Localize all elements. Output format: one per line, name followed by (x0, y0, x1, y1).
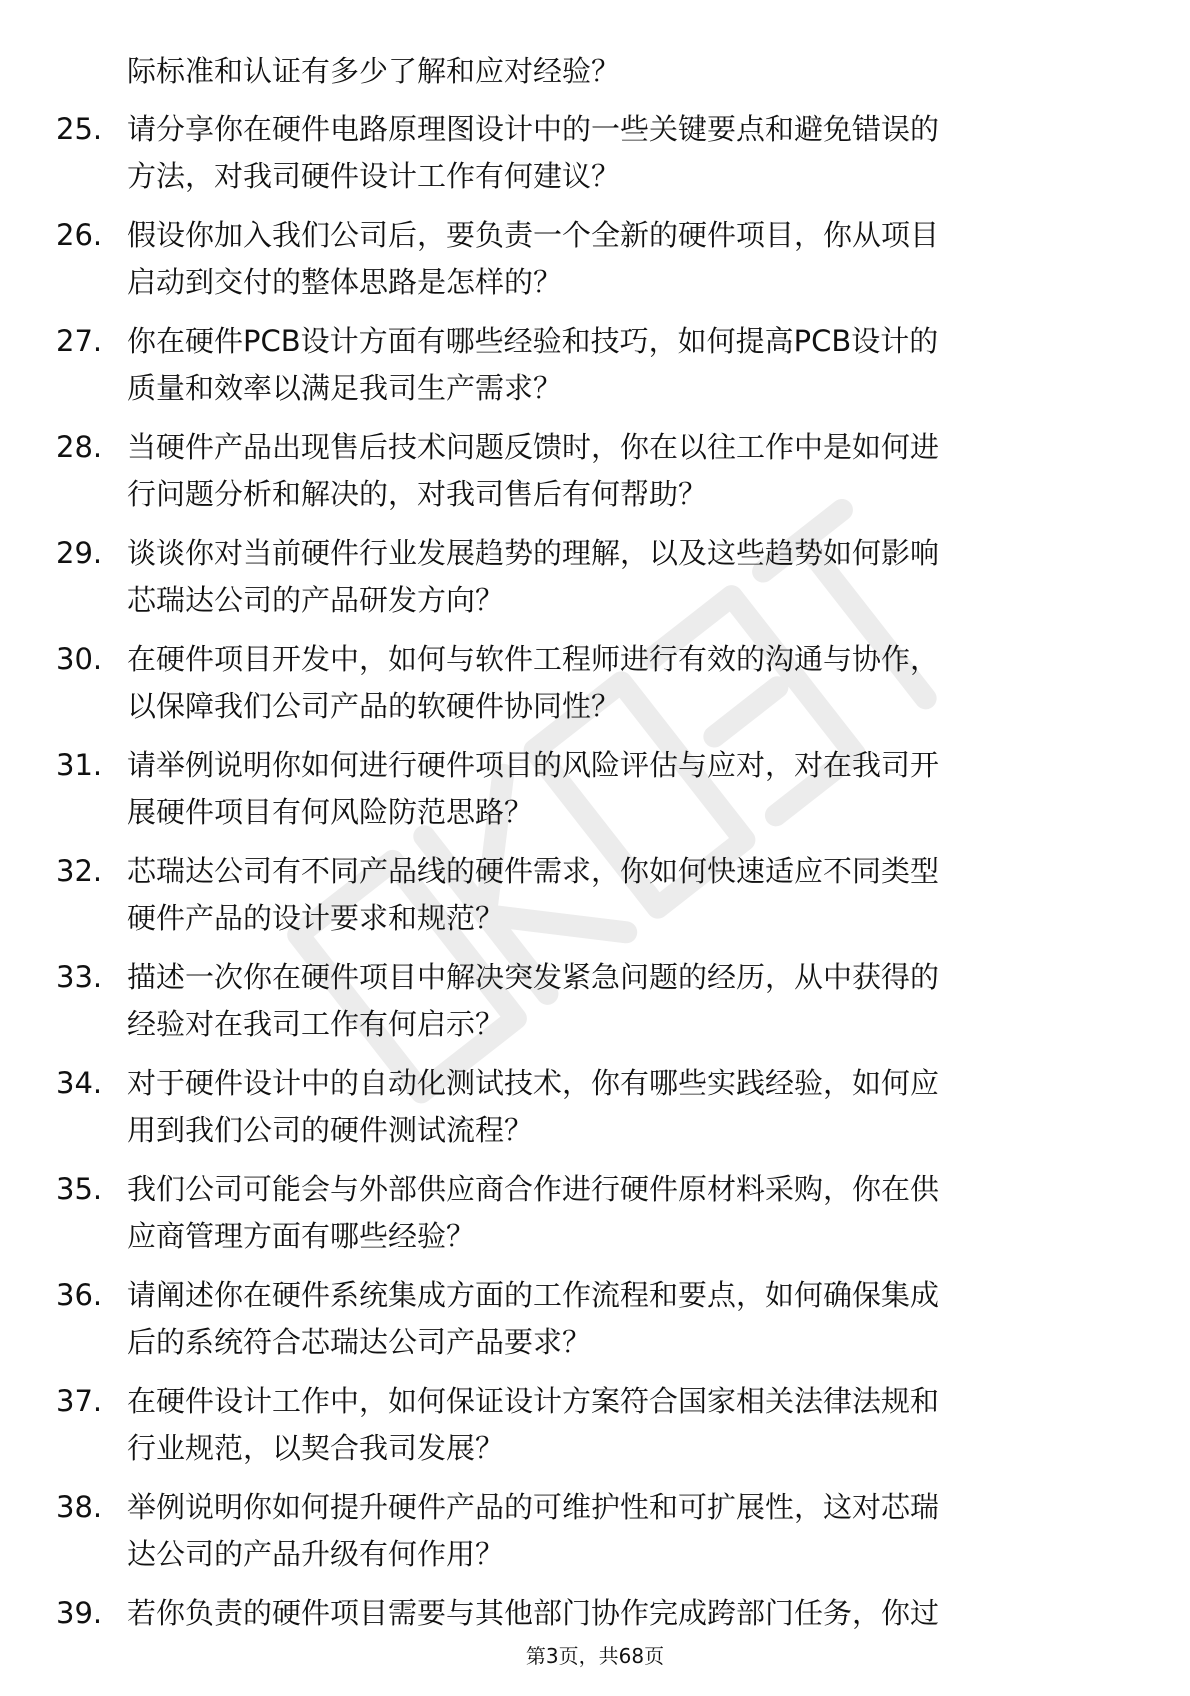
question-line: 我们公司可能会与外部供应商合作进行硬件原材料采购，你在供 (127, 1172, 940, 1206)
question-text (127, 1378, 1117, 1472)
question-line: 方法，对我司硬件设计工作有何建议？ (127, 159, 621, 193)
question-item (0, 1378, 1190, 1484)
question-text (127, 954, 1117, 1048)
question-item (0, 848, 1190, 954)
question-line: 当硬件产品出现售后技术问题反馈时，你在以往工作中是如何进 (127, 430, 940, 464)
question-item (0, 1484, 1190, 1590)
question-number: 26. (56, 218, 103, 252)
question-line: 展硬件项目有何风险防范思路？ (127, 795, 534, 829)
question-line: 达公司的产品升级有何作用？ (127, 1537, 505, 1571)
question-line: 在硬件项目开发中，如何与软件工程师进行有效的沟通与协作， (127, 642, 940, 676)
question-line: 请阐述你在硬件系统集成方面的工作流程和要点，如何确保集成 (127, 1278, 940, 1312)
question-text (127, 848, 1117, 942)
question-number: 30. (56, 642, 103, 676)
question-text (127, 1484, 1117, 1578)
question-line: 用到我们公司的硬件测试流程？ (127, 1113, 534, 1147)
question-line: 启动到交付的整体思路是怎样的？ (127, 265, 563, 299)
question-line: 若你负责的硬件项目需要与其他部门协作完成跨部门任务，你过 (127, 1596, 940, 1630)
question-text (127, 318, 1117, 412)
question-number: 38. (56, 1490, 103, 1524)
question-item (0, 1166, 1190, 1272)
question-line: 芯瑞达公司有不同产品线的硬件需求，你如何快速适应不同类型 (127, 854, 940, 888)
question-line: 描述一次你在硬件项目中解决突发紧急问题的经历，从中获得的 (127, 960, 940, 994)
question-text (127, 636, 1117, 730)
question-line: 质量和效率以满足我司生产需求？ (127, 371, 563, 405)
question-item (0, 530, 1190, 636)
question-number: 34. (56, 1066, 103, 1100)
question-item (0, 742, 1190, 848)
question-number: 36. (56, 1278, 103, 1312)
question-number: 27. (56, 324, 103, 358)
question-text (127, 530, 1117, 624)
question-item (0, 212, 1190, 318)
question-item (0, 106, 1190, 212)
question-item (0, 318, 1190, 424)
question-number: 35. (56, 1172, 103, 1206)
question-line: 请举例说明你如何进行硬件项目的风险评估与应对，对在我司开 (127, 748, 940, 782)
question-line: 以保障我们公司产品的软硬件协同性？ (127, 689, 621, 723)
page-footer: 第3页，共68页 (525, 1644, 665, 1668)
question-line: 对于硬件设计中的自动化测试技术，你有哪些实践经验，如何应 (127, 1066, 940, 1100)
question-number: 37. (56, 1384, 103, 1418)
question-number: 28. (56, 430, 103, 464)
question-line: 后的系统符合芯瑞达公司产品要求？ (127, 1325, 592, 1359)
question-item (0, 424, 1190, 530)
question-item (0, 954, 1190, 1060)
question-line: 行业规范，以契合我司发展？ (127, 1431, 505, 1465)
question-text (127, 212, 1117, 306)
question-number: 25. (56, 112, 103, 146)
question-number: 31. (56, 748, 103, 782)
question-text (127, 1060, 1117, 1154)
continuation-line: 际标准和认证有多少了解和应对经验？ (127, 54, 621, 88)
question-line: 芯瑞达公司的产品研发方向？ (127, 583, 505, 617)
question-text (127, 106, 1117, 200)
question-line: 应商管理方面有哪些经验？ (127, 1219, 476, 1253)
question-number: 33. (56, 960, 103, 994)
question-text (127, 1272, 1117, 1366)
question-text (127, 1166, 1117, 1260)
question-item (0, 1272, 1190, 1378)
question-text (127, 424, 1117, 518)
question-line: 请分享你在硬件电路原理图设计中的一些关键要点和避免错误的 (127, 112, 940, 146)
question-line: 假设你加入我们公司后，要负责一个全新的硬件项目，你从项目 (127, 218, 940, 252)
question-line: 你在硬件PCB设计方面有哪些经验和技巧，如何提高PCB设计的 (127, 324, 939, 358)
question-list (0, 106, 1190, 1696)
question-number: 32. (56, 854, 103, 888)
question-text (127, 1590, 1117, 1637)
question-line: 举例说明你如何提升硬件产品的可维护性和可扩展性，这对芯瑞 (127, 1490, 940, 1524)
question-line: 硬件产品的设计要求和规范？ (127, 901, 505, 935)
question-line: 谈谈你对当前硬件行业发展趋势的理解，以及这些趋势如何影响 (127, 536, 940, 570)
question-item (0, 1060, 1190, 1166)
question-item (0, 636, 1190, 742)
question-line: 经验对在我司工作有何启示？ (127, 1007, 505, 1041)
question-text (127, 742, 1117, 836)
question-line: 在硬件设计工作中，如何保证设计方案符合国家相关法律法规和 (127, 1384, 940, 1418)
question-number: 39. (56, 1596, 103, 1630)
question-line: 行问题分析和解决的，对我司售后有何帮助？ (127, 477, 708, 511)
question-number: 29. (56, 536, 103, 570)
